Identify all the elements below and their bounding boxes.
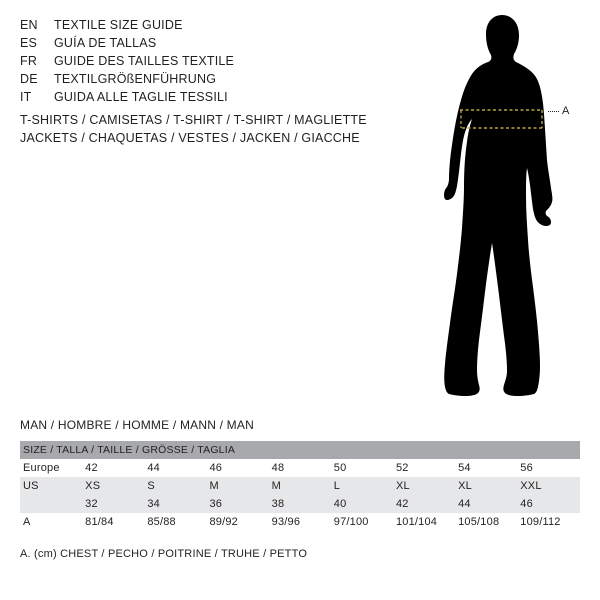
row-label: US <box>20 477 82 495</box>
cell: 56 <box>517 459 580 477</box>
cell: 85/88 <box>144 513 206 531</box>
table-row <box>20 459 580 477</box>
cell: M <box>206 477 268 495</box>
size-table <box>20 441 580 531</box>
language-text: TEXTILGRÖßENFÜHRUNG <box>54 72 217 86</box>
row-label: Europe <box>20 459 82 477</box>
cell: 42 <box>82 459 144 477</box>
cell: 44 <box>144 459 206 477</box>
table-footnote: A. (cm) CHEST / PECHO / POITRINE / TRUHE / PETTO <box>20 548 308 560</box>
language-code: FR <box>20 54 38 68</box>
row-label: A <box>20 513 82 531</box>
cell: 34 <box>144 495 206 513</box>
language-row <box>20 70 380 88</box>
callout-letter: A <box>562 105 570 117</box>
row-label <box>20 495 82 513</box>
table-header-label: SIZE / TALLA / TAILLE / GRÖSSE / TAGLIA <box>20 441 580 459</box>
table-row <box>20 495 580 513</box>
language-text: TEXTILE SIZE GUIDE <box>54 18 183 32</box>
language-code: DE <box>20 72 38 86</box>
cell: M <box>269 477 331 495</box>
cell: L <box>331 477 393 495</box>
category-block <box>20 111 420 147</box>
cell: 32 <box>82 495 144 513</box>
male-body-figure <box>400 10 600 410</box>
language-text: GUIDA ALLE TAGLIE TESSILI <box>54 90 228 104</box>
language-code: ES <box>20 36 38 50</box>
cell: 36 <box>206 495 268 513</box>
chest-measure-callout <box>548 105 570 117</box>
language-row <box>20 16 380 34</box>
cell: 105/108 <box>455 513 517 531</box>
cell: 48 <box>269 459 331 477</box>
body-path <box>444 15 552 396</box>
cell: 97/100 <box>331 513 393 531</box>
language-code: EN <box>20 18 38 32</box>
cell: 44 <box>455 495 517 513</box>
cell: 89/92 <box>206 513 268 531</box>
cell: 46 <box>206 459 268 477</box>
language-text: GUÍA DE TALLAS <box>54 36 157 50</box>
cell: XL <box>455 477 517 495</box>
cell: 109/112 <box>517 513 580 531</box>
language-code: IT <box>20 90 32 104</box>
body-silhouette-svg <box>400 10 600 410</box>
category-line-tshirts: T-SHIRTS / CAMISETAS / T-SHIRT / T-SHIRT / MAGLIETTE <box>20 113 367 127</box>
cell: 50 <box>331 459 393 477</box>
cell: S <box>144 477 206 495</box>
cell: XL <box>393 477 455 495</box>
callout-dash-icon <box>548 111 559 112</box>
table-header-row <box>20 441 580 459</box>
cell: 52 <box>393 459 455 477</box>
cell: 40 <box>331 495 393 513</box>
language-row <box>20 34 380 52</box>
cell: 42 <box>393 495 455 513</box>
language-text: GUIDE DES TAILLES TEXTILE <box>54 54 235 68</box>
table-row <box>20 477 580 495</box>
cell: XS <box>82 477 144 495</box>
table-row <box>20 513 580 531</box>
language-row <box>20 52 380 70</box>
cell: 81/84 <box>82 513 144 531</box>
cell: XXL <box>517 477 580 495</box>
language-header-block <box>20 16 380 106</box>
cell: 101/104 <box>393 513 455 531</box>
cell: 46 <box>517 495 580 513</box>
cell: 38 <box>269 495 331 513</box>
language-row <box>20 88 380 106</box>
cell: 54 <box>455 459 517 477</box>
cell: 93/96 <box>269 513 331 531</box>
category-line-jackets: JACKETS / CHAQUETAS / VESTES / JACKEN / GIACCHE <box>20 131 360 145</box>
table-title: MAN / HOMBRE / HOMME / MANN / MAN <box>20 418 254 432</box>
